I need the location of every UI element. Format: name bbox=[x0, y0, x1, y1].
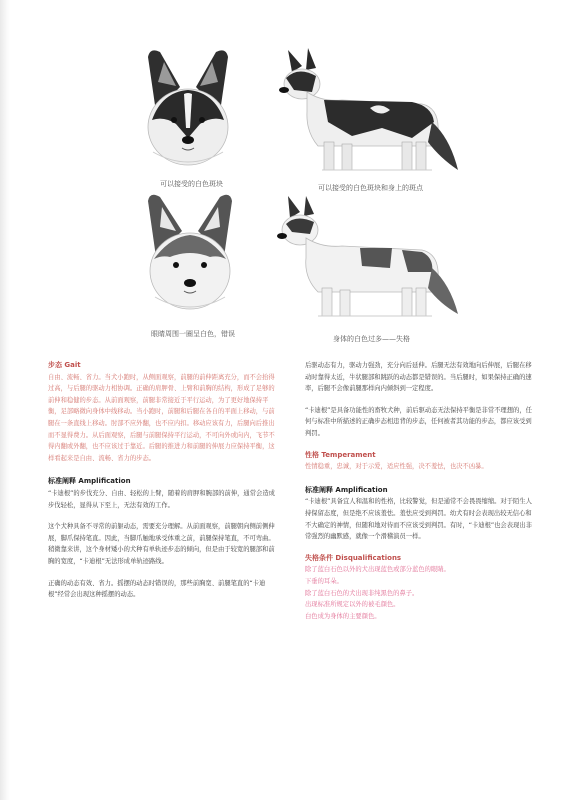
disqualification-item: 下垂的耳朵。 bbox=[305, 577, 343, 585]
corgi-head-illustration-1 bbox=[128, 42, 248, 177]
corgi-head-illustration-2 bbox=[130, 185, 250, 320]
disqualification-item: 出现标准所规定以外的被毛颜色。 bbox=[305, 601, 400, 609]
right-column bbox=[305, 360, 533, 622]
corgi-body-illustration-1 bbox=[262, 42, 462, 182]
movement-paragraph-1: 后驱动态有力，驱动力强劲，充分向后延伸。后腿无法有效地向后伸展，后腿在移动时靠得太近，牛状腿部和跳跃的动态都是错误的。当后腿时，如果保持正确的速率，后腿不会像前腿那样向内倾斜到一定程度。 bbox=[305, 362, 532, 393]
disqualifications-heading: 失格条件 Disqualifications bbox=[305, 553, 402, 562]
temperament-amplification-text: “卡迪根”具备宜人和温和的性格，比较警觉，但是通常不会畏畏缩缩。对于陌生人持保留态度，但是绝不应该羞怯。羞怯应受到判罚。幼犬有时会表现出较无信心和不大确定的神情，但随和地对待而不应该受到判罚。有时，“卡迪根”也会表现出非常强烈的幽默感，就像一个滑稽演员一样。 bbox=[305, 498, 532, 541]
gait-text: 自由、流畅、省力。当犬小跑时，从侧面观察，前腿的前伸距离充分，而不会抬得过高，与后腿的驱动力相协调。正确的肩胛骨、上臂和前胸的结构，形成了足够的前伸和稳健的步态。从前面观察，前腿非常接近于平行运动，为了更好地保持平衡，足部略微向身体中线移动。当小跑时，前腿和后腿在各自的平面上移动，与前腿在一条直线上移动。肘部不应外翻，也不应内扣。移动应该有力，后腿向后推出而不显得费力。从后面观察，后腿与前腿保持平行运动，不可向外或向内，飞节不得内翻或外翻，也不应该过于靠近。后腿的推进力和前腿的伸展力应保持平衡，这样看起来是自由、流畅、省力的步态。 bbox=[48, 373, 275, 462]
caption-bottom-left: 眼睛周围一圈呈白色，错误 bbox=[151, 330, 235, 338]
amplification-paragraph-3: 正确的动态有效、省力。摇摆的动态时错误的，那些前胸宽、前腿笔直的“卡迪根”经常会出现这种摇摆的动态。 bbox=[48, 579, 266, 599]
disqualification-item: 除了蓝白石色以外的犬出现蓝色或部分蓝色的眼睛。 bbox=[305, 566, 450, 574]
movement-paragraph-2: “卡迪根”是具备功能性的畜牧犬种，前后驱动态无法保持平衡是非常不理想的，任何与标准中所描述的正确步态相违背的步态，任何被者其功能的步态，都应该受到判罚。 bbox=[305, 406, 532, 437]
temperament-amplification-heading: 标准阐释 Amplification bbox=[305, 485, 388, 494]
caption-bottom-right: 身体的白色过多——失格 bbox=[333, 335, 410, 343]
temperament-text: 性情稳重，忠诚，对于示爱，适应性强，决不羞怯，也决不凶暴。 bbox=[305, 463, 488, 471]
amplification-paragraph-1: “卡迪根”的步伐充分、自由、轻松的上臂，随着的肩胛和腕部的前伸，通常会造成步伐轻松，显得从下至上，无法有效的工作。 bbox=[48, 489, 275, 509]
left-column bbox=[48, 360, 280, 611]
caption-top-right: 可以接受的白色斑块和身上的斑点 bbox=[318, 184, 423, 192]
disqualification-item: 白色成为身体的主要颜色。 bbox=[305, 612, 381, 620]
temperament-heading: 性格 Temperament bbox=[305, 450, 376, 459]
caption-top-left: 可以接受的白色斑块 bbox=[160, 180, 223, 188]
gait-heading: 步态 Gait bbox=[48, 361, 81, 369]
amplification-heading: 标准阐释 Amplification bbox=[48, 477, 131, 486]
amplification-paragraph-2: 这个犬种具备不寻常的前躯动态，需要充分理解。从前面观察，前腿朝向侧前侧伸展，脚爪保持笔直。因此，当脚爪触地承受体重之前，前腿保持笔直，不可弯曲。稍微靠来讲，这个身材矮小的犬种有单轨迹步态的倾向，但是由于较宽的腿部和前胸的宽度，“卡迪根”无法形成单轨迹路线。 bbox=[48, 523, 275, 565]
corgi-body-illustration-2 bbox=[262, 188, 462, 326]
disqualification-item: 除了蓝白石色的犬出现非纯黑色的鼻子。 bbox=[305, 589, 419, 597]
disqualifications-list bbox=[305, 564, 533, 622]
binding-gutter bbox=[0, 0, 10, 800]
